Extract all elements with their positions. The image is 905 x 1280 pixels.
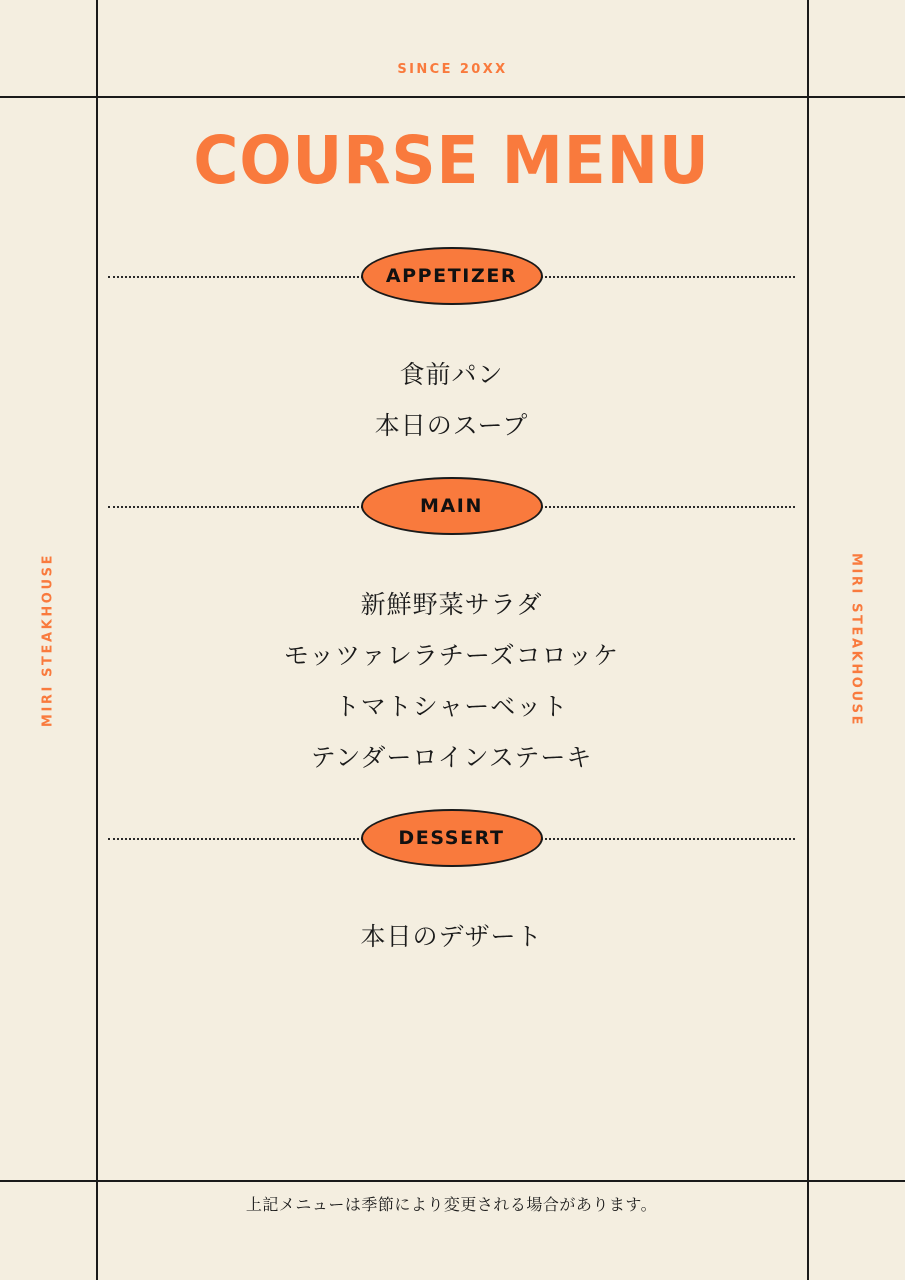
section-heading-main (96, 475, 807, 537)
menu-item: 新鮮野菜サラダ (360, 590, 543, 619)
since-label: SINCE 20XX (397, 62, 508, 77)
menu-section-main (96, 475, 807, 807)
footer-note: 上記メニューは季節により変更される場合があります。 (245, 1195, 658, 1214)
side-label-left: MIRI STEAKHOUSE (40, 552, 56, 728)
section-badge-main (361, 477, 543, 535)
section-badge-label: APPETIZER (385, 265, 518, 287)
page-title: COURSE MENU (193, 122, 710, 199)
menu-item: トマトシャーベット (334, 692, 569, 721)
menu-items-appetizer (96, 307, 807, 475)
section-heading-appetizer (96, 245, 807, 307)
menu-section-appetizer (96, 245, 807, 475)
section-badge-dessert (361, 809, 543, 867)
menu-section-dessert (96, 807, 807, 986)
menu-item: 本日のスープ (374, 411, 529, 440)
section-badge-label: DESSERT (398, 827, 505, 849)
section-badge-label: MAIN (420, 495, 483, 517)
frame-line-bottom (0, 1180, 905, 1182)
menu-item: モッツァレラチーズコロッケ (283, 641, 620, 670)
menu-sections (96, 245, 807, 986)
menu-item: 食前パン (399, 360, 504, 389)
side-label-right: MIRI STEAKHOUSE (848, 552, 864, 728)
menu-item: 本日のデザート (360, 922, 543, 951)
frame-line-top (0, 96, 905, 98)
section-heading-dessert (96, 807, 807, 869)
menu-item: テンダーロインステーキ (310, 743, 593, 772)
frame-line-right (807, 0, 809, 1280)
menu-items-main (96, 537, 807, 807)
menu-items-dessert (96, 869, 807, 986)
section-badge-appetizer (361, 247, 543, 305)
